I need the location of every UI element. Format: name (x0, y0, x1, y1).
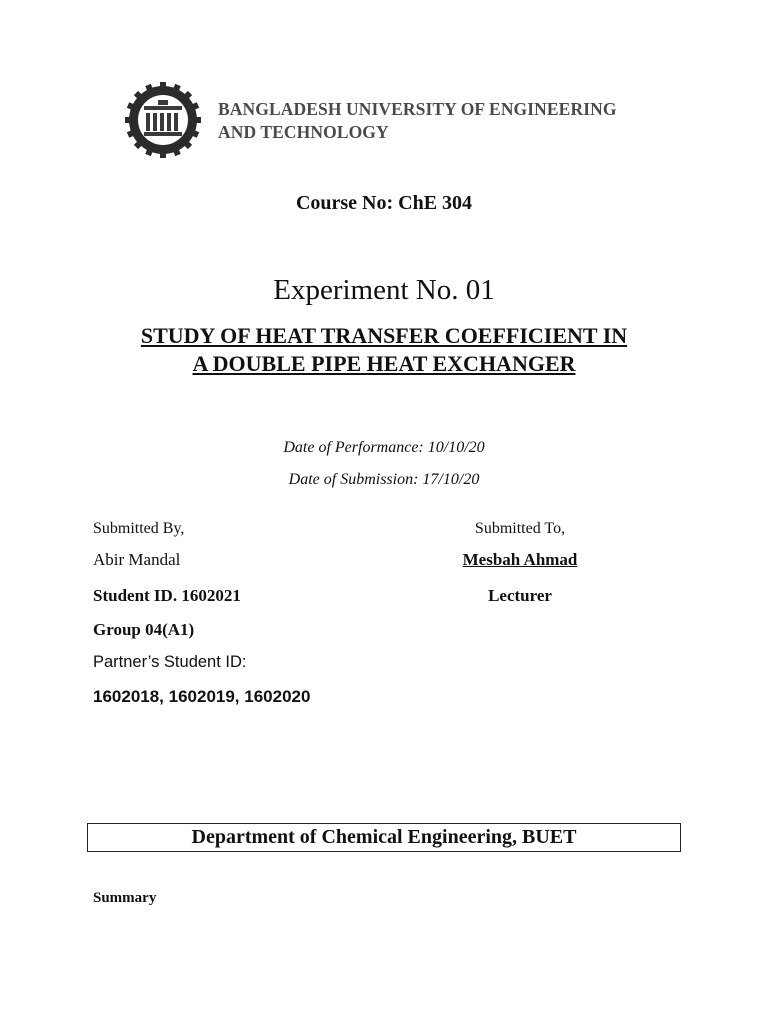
course-number: Course No: ChE 304 (295, 192, 473, 214)
submitted-to-heading: Submitted To, (474, 520, 566, 537)
student-id: Student ID. 1602021 (93, 586, 241, 605)
group-number: Group 04(A1) (93, 620, 195, 639)
date-of-submission: Date of Submission: 17/10/20 (288, 471, 480, 488)
summary-heading: Summary (93, 890, 157, 906)
partner-id-label: Partner’s Student ID: (93, 653, 247, 671)
experiment-title-line1: STUDY OF HEAT TRANSFER COEFFICIENT IN (140, 323, 628, 348)
dates-block (0, 432, 768, 496)
partner-ids: 1602018, 1602019, 1602020 (93, 687, 311, 706)
submitted-to-block (440, 520, 600, 606)
university-logo (118, 80, 208, 160)
department-box (87, 823, 681, 852)
university-name (218, 98, 617, 144)
submitted-by-heading: Submitted By, (93, 520, 185, 537)
experiment-title (0, 322, 768, 378)
university-name-line1: BANGLADESH UNIVERSITY OF ENGINEERING (218, 99, 617, 119)
supervisor-name: Mesbah Ahmad (462, 550, 578, 569)
university-name-line2: AND TECHNOLOGY (218, 122, 389, 142)
date-of-performance: Date of Performance: 10/10/20 (283, 439, 485, 456)
department-name: Department of Chemical Engineering, BUET (191, 826, 577, 848)
submitted-by-block (93, 520, 310, 707)
experiment-title-line2: A DOUBLE PIPE HEAT EXCHANGER (192, 351, 576, 376)
supervisor-designation: Lecturer (488, 586, 552, 605)
experiment-number: Experiment No. 01 (273, 274, 495, 306)
student-name: Abir Mandal (93, 550, 181, 569)
